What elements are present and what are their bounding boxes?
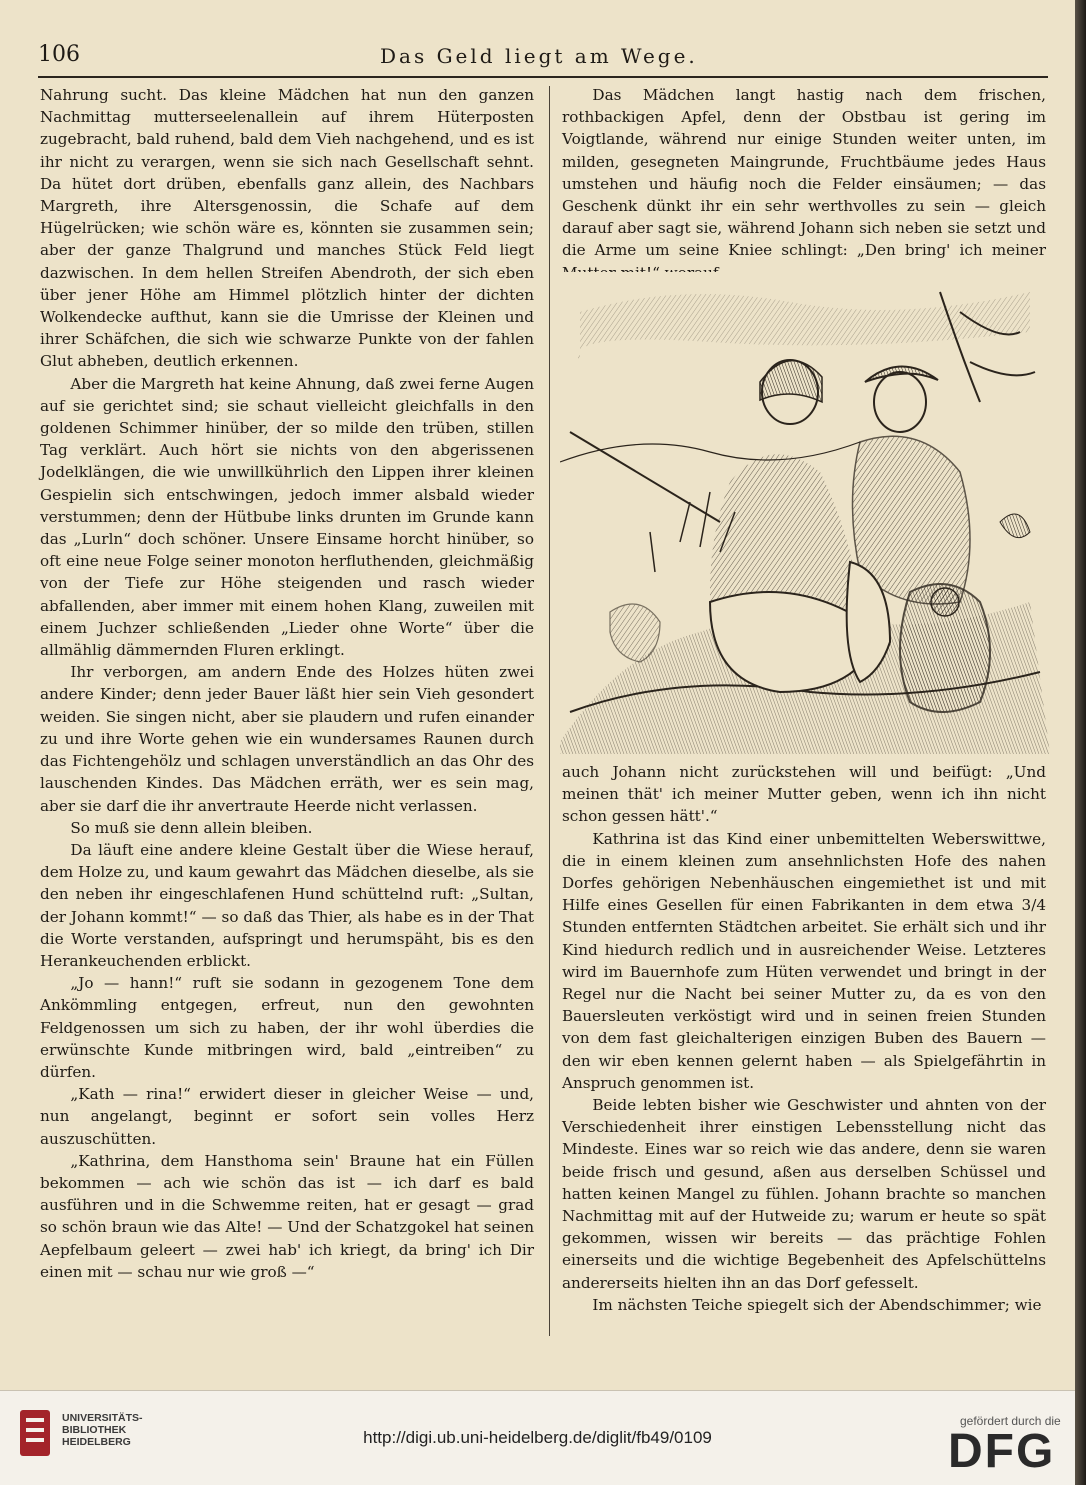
column-divider [549,86,550,1336]
paragraph: So muß sie denn allein bleiben. [70,818,313,837]
running-title: Das Geld liegt am Wege. [380,44,698,68]
page-edge-shadow [1075,0,1086,1485]
paragraph: Beide lebten bisher wie Geschwister und ahnten von der Verschiedenheit ihrer einstigen Lebensstellung nicht das Mindeste. Eines war so reich wie das andere, denn sie waren beide frisch und gesund, aßen aus derselben Schüssel und hatten keinen Mangel zu fühlen. Johann brachte so manchen Nachmittag mit auf der Hutweide zu; warum er heute so spät gekommen, wissen wir bereits — das prächtige Fohlen einerseits und die wichtige Begebenheit des Apfelschüttelns andererseits hielten ihn an das Dorf gefesselt. [562,1096,1046,1292]
library-name: UNIVERSITÄTS- BIBLIOTHEK HEIDELBERG [62,1412,143,1448]
paragraph: Das Mädchen langt hastig nach dem frischen, rothbackigen Apfel, denn der Obstbau ist gering im Voigtlande, während nur einige Stunden weiter unten, im milden, gesegneten Maingrunde, Fruchtbäume jedes Haus umstehen und häufig noch die Felder einsäumen; — das Geschenk dünkt ihr ein sehr werthvolles zu sein — gleich darauf aber sagt sie, während Johann sich neben sie setzt und die Arme um seine Kniee schlingt: „Den bring' ich meiner [562,86,1046,260]
paragraph: Ihr verborgen, am andern Ende des Holzes hüten zwei andere Kinder; denn jeder Bauer läßt hier sein Vieh gesondert weiden. Sie singen nicht, aber sie plaudern und rufen einander zu und ihre Worte gehen wie ein wundersames Raunen durch das Fichtengehölz und schlagen unverständlich an das Ohr des lauschenden Kindes. Das Mädchen erräth, wer es sein mag, aber sie darf die ihr anvertraute Heerde nicht verlassen. [40,663,534,815]
paragraph: Im nächsten Teiche spiegelt sich der Abendschimmer; wie [592,1295,1042,1314]
woodcut-illustration [560,272,1050,754]
paragraph: „Jo — hann!“ ruft sie sodann in gezogenem Tone dem Ankömmling entgegen, erfreut, nun den gewohnten Feldgenossen um sich zu haben, der ihr wohl überdies die erwünschte Kunde mitbringen wird, bald „eintreiben“ zu dürfen. [40,974,534,1081]
paragraph: Kathrina ist das Kind einer unbemittelten Weberswittwe, die in einem kleinen zum ansehnlichsten Hofe des nahen Dorfes gehörigen Nebenhäuschen eingemiethet ist und mit Hilfe eines Gesellen für einen Fabrikanten in dem etwa 3/4 Stunden entfernten Städtchen arbeitet. Sie erhält sich und ihr Kind hiedurch redlich und in ausreichender Weise. Letzteres wird im Bauernhofe zum Hüten verwendet und bringt in der Regel nur die Nacht bei seiner Mutter zu, da es von den Bauersleuten verköstigt wird und in seinen freien Stunden von dem fast gleichalterigen einzigen Buben des Bauern — den wir eben kennen gelernt haben — als Spielgefährtin in Anspruch genommen ist. [562,829,1046,1092]
paragraph: Nahrung sucht. Das kleine Mädchen hat nun den ganzen Nachmittag mutterseelenallein auf ihrem Hüterposten zugebracht, bald ruhend, bald dem Vieh nachgehend, und es ist ihr nicht zu verargen, wenn sie sich nach Gesellschaft sehnt. Da hütet dort drüben, ebenfalls ganz allein, des Nachbars Margreth, ihre Altersgenossin, die Schafe auf dem Hügelrücken; wie schön wäre es, könnten sie zusammen sein; aber der ganze Thalgrund und manches Stück Feld liegt dazwischen. In dem hellen Streifen Abendroth, der sich eben über jener Höhe am Himmel plötzlich hinter der dichten Wolkendecke aufthut, kann sie die Umrisse der Kleinen und ihrer Schäfchen, die sich wie schwarze Punkte von der fahlen Glut abheben, deutlich erkennen. [40,86,534,371]
funded-by-label: gefördert durch die [960,1414,1061,1428]
footer-divider [0,1390,1075,1391]
dfg-logo: DFG [948,1425,1056,1478]
paragraph: „Kathrina, dem Hansthoma sein' Braune hat ein Füllen bekommen — ach wie schön das ist — ich darf es bald ausführen und in die Schwemme reiten, hat er gesagt — grad so schön braun wie das Alte! — Und der Schatzgokel hat seinen Aepfelbaum geleert — zwei hab' ich kriegt, da bring' ich Dir einen mit — schau nur wie groß —“ [40,1151,534,1281]
left-column [40,84,534,1283]
header-rule [38,76,1048,78]
paragraph: Da läuft eine andere kleine Gestalt über die Wiese herauf, dem Holze zu, und kaum gewahrt das Mädchen dieselbe, als sie den neben ihr eingeschlafenen Hund schüttelnd ruft: „Sultan, der Johann kommt!“ — so daß das Thier, als habe es in der That die Worte verstanden, aufspringt und herumspäht, bis es den Herankeuchenden erblickt. [40,840,534,970]
paragraph: auch Johann nicht zurückstehen will und beifügt: „Und meinen thät' ich meiner Mutter geben, wenn ich ihn nicht schon gessen hätt'.“ [562,763,1046,826]
right-column-top [562,84,1046,284]
paragraph: Aber die Margreth hat keine Ahnung, daß zwei ferne Augen auf sie gerichtet sind; sie schaut vielleicht gleichfalls in den goldenen Schimmer hinüber, der so milde den trüben, stillen Tag verklärt. Auch hört sie nichts von den abgerissenen Jodelklängen, die wie unwillkührlich den Lippen ihrer kleinen Gespielin sich entschwingen, jedoch immer alsbald wieder verstummen; denn der Hütbube links drunten im Grunde kann das „Lurln“ doch schöner. Unsere Einsame horcht hinüber, so oft eine neue Folge seiner monoton herfluthenden, gleichmäßig von der Tiefe zur Höhe steigenden und rasch wieder abfallenden, aber immer mit einem hohen Klang, zuweilen mit einem Juchzer schließenden „Lieder ohne Worte“ über die allmählig dämmernden Fluren erklingt. [40,374,534,660]
paragraph: „Kath — rina!“ erwidert dieser in gleicher Weise — und, nun angelangt, beginnt er sofort sein volles Herz auszuschütten. [40,1085,534,1148]
source-url-link[interactable]: http://digi.ub.uni-heidelberg.de/diglit/fb49/0109 [363,1428,712,1447]
right-column-bottom [562,761,1046,1316]
page-number: 106 [38,42,80,67]
